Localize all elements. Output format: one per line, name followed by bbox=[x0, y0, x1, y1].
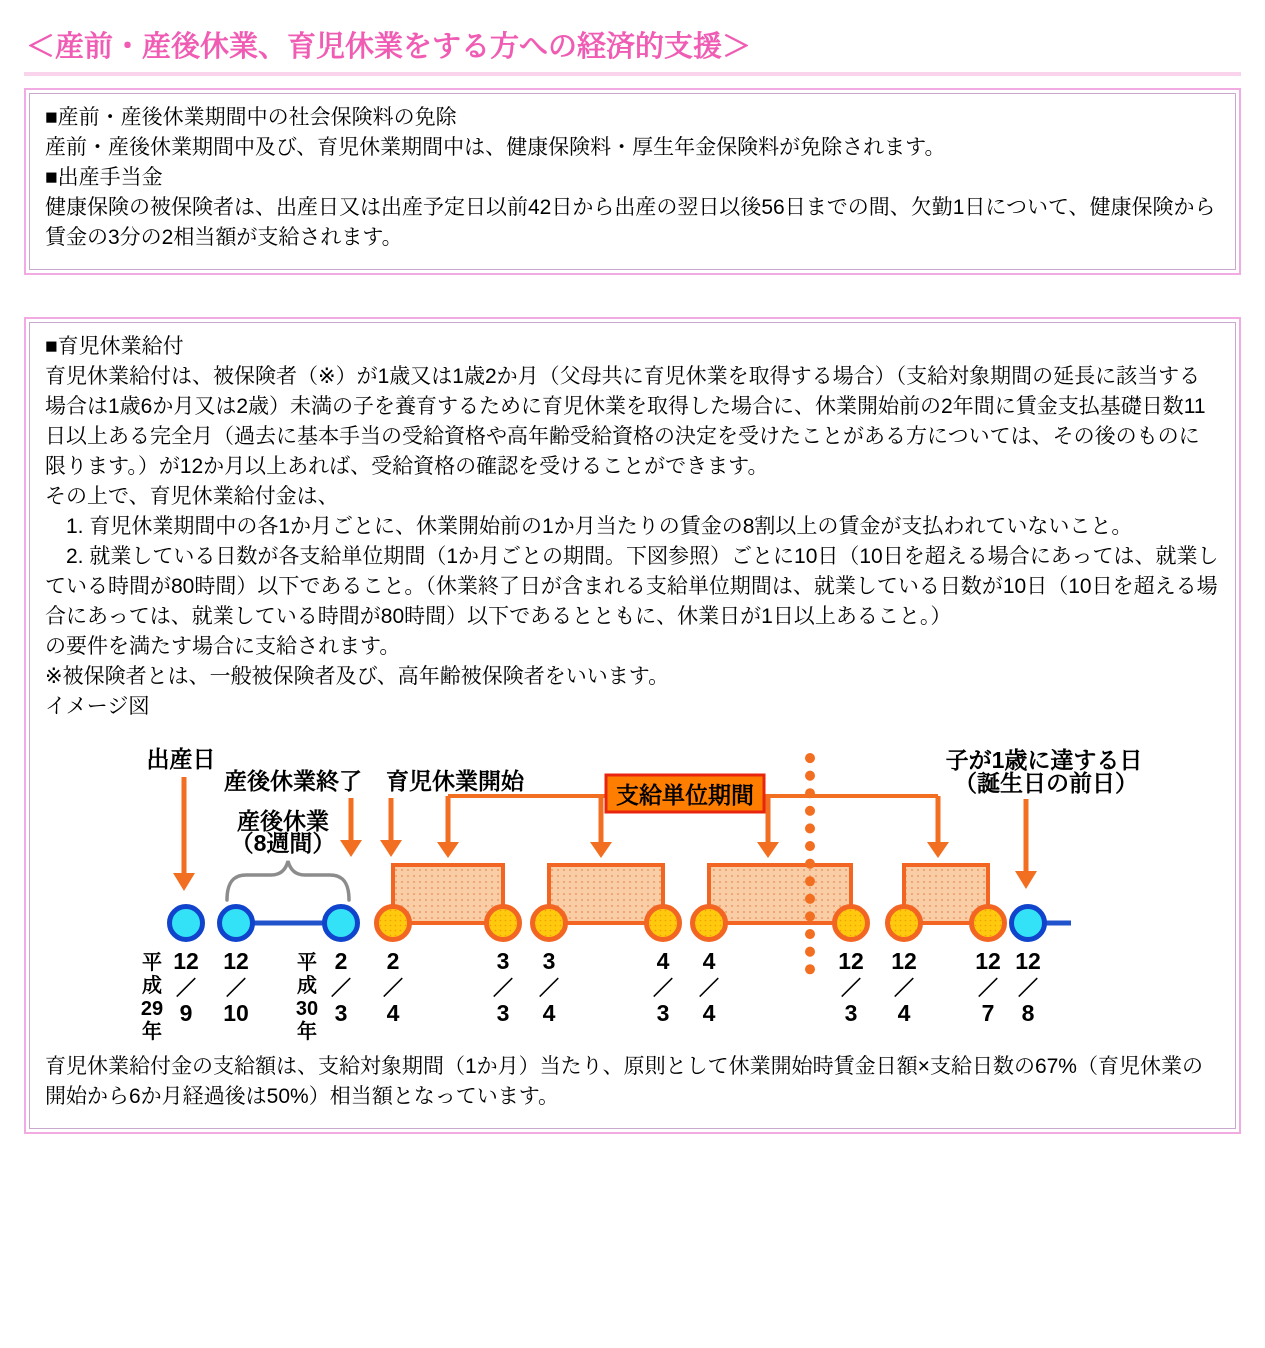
payment-unit-rect-3 bbox=[709, 865, 851, 923]
figure-label: イメージ図 bbox=[45, 695, 150, 718]
childcare-benefit-lead: その上で、育児休業給付金は、 bbox=[45, 485, 339, 508]
timeline-date-labels bbox=[141, 948, 1041, 1043]
timeline-diagram bbox=[131, 728, 1143, 1043]
child-age1-label-line2: （誕生日の前日） bbox=[954, 770, 1138, 796]
svg-text:3: 3 bbox=[334, 1000, 348, 1026]
era-label-char: 成 bbox=[142, 975, 162, 997]
timeline-point-12-10 bbox=[220, 907, 253, 940]
era-label-char: 平 bbox=[297, 952, 317, 974]
era-label-char: 年 bbox=[297, 1021, 317, 1043]
date-label-12-3 bbox=[838, 948, 864, 1026]
childcare-benefit-box-inner bbox=[29, 322, 1236, 1129]
svg-text:／: ／ bbox=[493, 978, 513, 1000]
svg-text:／: ／ bbox=[539, 978, 559, 1000]
benefit-amount-footer: 育児休業給付金の支給額は、支給対象期間（1か月）当たり、原則として休業開始時賃金日額×支給日数の67%（育児休業の開始から6か月経過後は50%）相当額となっています。 bbox=[45, 1055, 1203, 1108]
svg-text:12: 12 bbox=[838, 948, 864, 974]
payment-unit-label: 支給単位期間 bbox=[616, 782, 754, 808]
timeline-point-12-7 bbox=[972, 907, 1005, 940]
svg-text:2: 2 bbox=[386, 948, 400, 974]
date-label-4-4 bbox=[699, 948, 719, 1026]
postnatal-leave-brace bbox=[227, 861, 349, 900]
payment-unit-rect-2 bbox=[549, 865, 663, 923]
svg-text:7: 7 bbox=[981, 1000, 995, 1026]
svg-text:12: 12 bbox=[1015, 948, 1041, 974]
maternity-allowance-heading: ■出産手当金 bbox=[45, 166, 163, 189]
timeline-point-12-8 bbox=[1012, 907, 1045, 940]
childcare-benefit-intro: 育児休業給付は、被保険者（※）が1歳又は1歳2か月（父母共に育児休業を取得する場合）（支給対象期間の延長に該当する場合は1歳6か月又は2歳）未満の子を養育するために育児休業を取得した場合に、休業開始前の2年間に賃金支払基礎日数11日以上ある完全月（過去に基本手当の受給資格や高年齢受給資格の決定を受けたことがある方については、その後のものに限ります。）が12か月以上あれば、受給資格の確認を受けることができます。 bbox=[45, 365, 1206, 478]
svg-text:4: 4 bbox=[702, 948, 716, 974]
childcare-benefit-box bbox=[24, 317, 1241, 1134]
postnatal-leave-label-line1: 産後休業 bbox=[237, 808, 329, 834]
svg-text:／: ／ bbox=[176, 978, 196, 1000]
timeline-diagram-wrap bbox=[131, 728, 1220, 1048]
svg-text:12: 12 bbox=[173, 948, 199, 974]
child-age1-label-line1: 子が1歳に達する日 bbox=[945, 747, 1143, 773]
svg-text:／: ／ bbox=[1018, 978, 1038, 1000]
postnatal-leave-label-line2: （8週間） bbox=[230, 830, 336, 856]
childcare-start-label: 育児休業開始 bbox=[386, 768, 524, 794]
timeline-point-12-4 bbox=[888, 907, 921, 940]
date-label-2-3 bbox=[296, 948, 351, 1043]
svg-text:3: 3 bbox=[496, 948, 510, 974]
requirement-text: の要件を満たす場合に支給されます。 bbox=[45, 635, 401, 658]
svg-text:3: 3 bbox=[844, 1000, 858, 1026]
svg-text:10: 10 bbox=[223, 1000, 249, 1026]
svg-text:8: 8 bbox=[1021, 1000, 1035, 1026]
timeline-point-12-3 bbox=[835, 907, 868, 940]
svg-text:／: ／ bbox=[978, 978, 998, 1000]
condition-1: 1. 育児休業期間中の各1か月ごとに、休業開始前の1か月当たりの賃金の8割以上の賃金が支払われていないこと。 bbox=[45, 515, 1133, 538]
childcare-benefit-heading: ■育児休業給付 bbox=[45, 335, 184, 358]
svg-text:12: 12 bbox=[975, 948, 1001, 974]
svg-text:3: 3 bbox=[542, 948, 556, 974]
date-label-12-7 bbox=[975, 948, 1001, 1026]
insured-person-note: ※被保険者とは、一般被保険者及び、高年齢被保険者をいいます。 bbox=[45, 665, 670, 688]
svg-text:3: 3 bbox=[656, 1000, 670, 1026]
svg-text:12: 12 bbox=[891, 948, 917, 974]
svg-text:／: ／ bbox=[383, 978, 403, 1000]
svg-text:3: 3 bbox=[496, 1000, 510, 1026]
timeline-point-4-4 bbox=[693, 907, 726, 940]
era-label-char: 30 bbox=[295, 998, 319, 1020]
svg-text:／: ／ bbox=[331, 978, 351, 1000]
date-label-12-9 bbox=[141, 948, 199, 1043]
date-label-4-3 bbox=[653, 948, 673, 1026]
era-label-char: 年 bbox=[142, 1021, 162, 1043]
svg-text:4: 4 bbox=[542, 1000, 556, 1026]
svg-text:4: 4 bbox=[386, 1000, 400, 1026]
svg-text:12: 12 bbox=[223, 948, 249, 974]
svg-text:4: 4 bbox=[702, 1000, 716, 1026]
svg-text:／: ／ bbox=[226, 978, 246, 1000]
benefits-summary-box-inner bbox=[29, 93, 1236, 270]
date-label-12-4 bbox=[891, 948, 917, 1026]
page-title: ＜産前・産後休業、育児休業をする方への経済的支援＞ bbox=[24, 24, 1241, 76]
timeline-point-2-3 bbox=[325, 907, 358, 940]
insurance-exemption-body: 産前・産後休業期間中及び、育児休業期間中は、健康保険料・厚生年金保険料が免除されます。 bbox=[45, 136, 946, 159]
date-label-2-4 bbox=[383, 948, 403, 1026]
timeline-point-12-9 bbox=[170, 907, 203, 940]
timeline-point-3-4 bbox=[533, 907, 566, 940]
timeline-point-3-3 bbox=[487, 907, 520, 940]
maternity-allowance-body: 健康保険の被保険者は、出産日又は出産予定日以前42日から出産の翌日以後56日までの間、欠勤1日について、健康保険から賃金の3分の2相当額が支給されます。 bbox=[45, 196, 1216, 249]
era-label-char: 成 bbox=[297, 975, 317, 997]
svg-text:4: 4 bbox=[897, 1000, 911, 1026]
svg-text:9: 9 bbox=[179, 1000, 193, 1026]
svg-text:／: ／ bbox=[699, 978, 719, 1000]
svg-text:／: ／ bbox=[653, 978, 673, 1000]
era-label-char: 平 bbox=[142, 952, 162, 974]
svg-text:4: 4 bbox=[656, 948, 670, 974]
timeline-point-2-4 bbox=[377, 907, 410, 940]
svg-text:／: ／ bbox=[841, 978, 861, 1000]
era-label-char: 29 bbox=[140, 998, 164, 1020]
timeline-point-4-3 bbox=[647, 907, 680, 940]
date-label-12-8 bbox=[1015, 948, 1041, 1026]
insurance-exemption-heading: ■産前・産後休業期間中の社会保険料の免除 bbox=[45, 106, 457, 129]
postnatal-end-label: 産後休業終了 bbox=[224, 768, 362, 794]
svg-text:／: ／ bbox=[894, 978, 914, 1000]
benefits-summary-box bbox=[24, 88, 1241, 275]
date-label-3-4 bbox=[539, 948, 559, 1026]
condition-2: 2. 就業している日数が各支給単位期間（1か月ごとの期間。下図参照）ごとに10日（10日を超える場合にあっては、就業している時間が80時間）以下であること。（休業終了日が含まれる支給単位期間は、就業している日数が10日（10日を超える場合にあっては、就業している時間が80時間）以下であるとともに、休業日が1日以上あること。） bbox=[45, 545, 1219, 628]
svg-text:2: 2 bbox=[334, 948, 348, 974]
date-label-3-3 bbox=[493, 948, 513, 1026]
date-label-12-10 bbox=[223, 948, 249, 1026]
birth-day-label: 出産日 bbox=[146, 746, 216, 772]
